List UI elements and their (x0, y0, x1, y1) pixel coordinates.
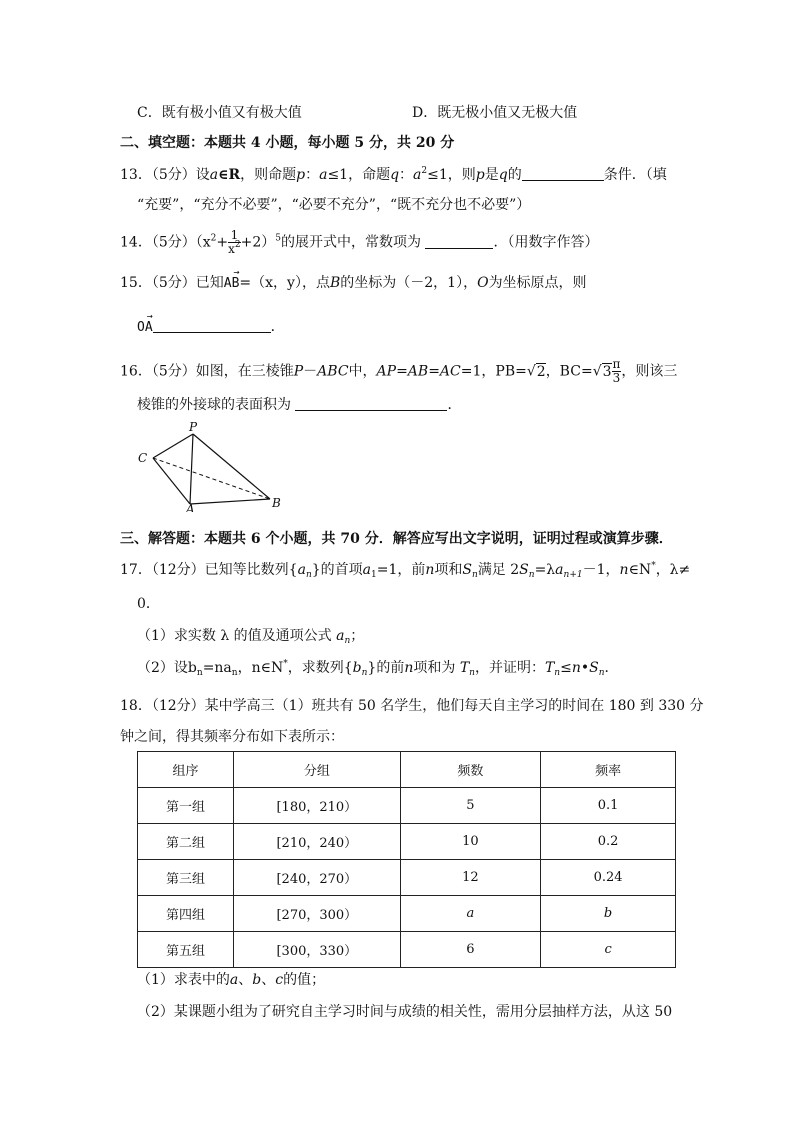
q15-line1: 15．（5分）已知→ AB=（x，y），点B的坐标为（－2，1），O为坐标原点，则 (120, 274, 587, 293)
q18-number: 18． (120, 698, 152, 714)
q12-option-c: C．既有极小值又有极大值 (137, 105, 302, 121)
q18-part1: （1）求表中的a、b、c的值； (137, 972, 326, 988)
table-cell: a (400, 896, 541, 932)
pyramid-figure (130, 420, 290, 512)
q15-answer-blank[interactable] (153, 318, 271, 333)
q13-score: （5分） (151, 167, 196, 183)
q18-part2: （2）某课题小组为了研究自主学习时间与成绩的相关性，需用分层抽样方法，从这 50 (137, 1004, 673, 1020)
table-header: 频数 (400, 752, 541, 788)
section-answer-title: 三、解答题：本题共 6 个小题，共 70 分．解答应写出文字说明，证明过程或演算步骤． (120, 531, 673, 547)
table-cell: 第二组 (138, 824, 234, 860)
q14-line: 14．（5分）（$x^2+$ $\frac{1}{x^2}$ +2）$^5$的展开式中，常数项为 ．（用数字作答） (120, 228, 599, 256)
table-cell: [210，240） (234, 824, 401, 860)
vertex-label-a: A (186, 502, 195, 512)
vertex-label-c: C (138, 451, 148, 465)
q17-number: 17． (120, 562, 152, 578)
q14-answer-blank[interactable] (425, 234, 493, 249)
table-cell: 0.2 (541, 824, 676, 860)
table-cell: 0.24 (541, 860, 676, 896)
table-cell: [180，210） (234, 788, 401, 824)
vertex-label-b: B (272, 496, 281, 510)
table-cell: b (541, 896, 676, 932)
table-cell: [270，300） (234, 896, 401, 932)
q17-line1: 17．（12分）已知等比数列$\{a_n\}$的首项$a_1=1$，前n项和$S_n$满足 $2S_n=\lambda a_{n+1}-1$，n∈N*，λ≠ (120, 561, 691, 580)
q13-line2: “充要”，“充分不必要”，“必要不充分”，“既不充分也不必要”） (137, 197, 531, 213)
q18-line2: 钟之间，得其频率分布如下表所示： (120, 729, 344, 745)
q15-line2: → OA ． (137, 318, 285, 337)
q13-number: 13． (120, 167, 152, 183)
q17-line2: 0． (137, 596, 160, 612)
table-cell: 6 (400, 932, 541, 968)
q14-number: 14． (120, 234, 152, 251)
table-cell: 第四组 (138, 896, 234, 932)
q18-line1: 18．（12分）某中学高三（1）班共有 50 名学生，他们每天自主学习的时间在 180 到 330 分 (120, 698, 704, 714)
edge-pa (190, 434, 193, 504)
table-cell: [300，330） (234, 932, 401, 968)
q13-line1: 13．（5分）设a∈R，则命题p：a≤1，命题q：$a^2\le 1$，则p是q的 条件．（填 (120, 166, 667, 183)
q17-part1: （1）求实数 λ 的值及通项公式 $a_n$； (137, 628, 365, 646)
q12-option-d: D．既无极小值又无极大值 (412, 105, 578, 121)
table-cell: 12 (400, 860, 541, 896)
section-fill-blank-title: 二、填空题：本题共 4 小题，每小题 5 分，共 20 分 (120, 135, 455, 151)
q16-answer-blank[interactable] (295, 396, 447, 411)
table-header: 组序 (138, 752, 234, 788)
vector-ab: → AB (224, 275, 240, 293)
frequency-table (137, 751, 676, 968)
q13-answer-blank[interactable] (522, 166, 604, 181)
table-row (138, 788, 676, 824)
q16-fraction: $\frac{\pi}{3}$ (612, 357, 621, 385)
q17-part2: （2）设$b_n=na_n$，n∈N*，求数列$\{b_n\}$的前n项和为 $T_n$，并证明：$T_n\le n•S_n$． (137, 659, 619, 678)
table-header: 分组 (234, 752, 401, 788)
table-row (138, 860, 676, 896)
table-cell: 第五组 (138, 932, 234, 968)
table-cell: 10 (400, 824, 541, 860)
table-cell: [240，270） (234, 860, 401, 896)
table-cell: 5 (400, 788, 541, 824)
q16-line1: 16．（5分）如图，在三棱锥P－ABC中，AP=AB=AC=1，PB=√2，BC=√3 $\frac{\pi}{3}$ ，则该三 (120, 357, 678, 385)
table-cell: c (541, 932, 676, 968)
q16-number: 16． (120, 363, 152, 380)
edge-pc (153, 434, 193, 458)
edge-ca (153, 458, 190, 504)
q16-line2: 棱锥的外接球的表面积为 ． (137, 397, 462, 413)
q15-number: 15． (120, 275, 152, 291)
table-row (138, 896, 676, 932)
edge-cb-hidden (153, 458, 270, 499)
edge-pb (193, 434, 270, 499)
table-header: 频率 (541, 752, 676, 788)
table-header-row (138, 752, 676, 788)
vertex-label-p: P (189, 420, 198, 434)
table-cell: 0.1 (541, 788, 676, 824)
edge-ab (190, 499, 270, 504)
q14-fraction: $\frac{1}{x^2}$ (228, 228, 241, 256)
table-cell: 第三组 (138, 860, 234, 896)
table-cell: 第一组 (138, 788, 234, 824)
table-row (138, 932, 676, 968)
vector-oa: → OA (137, 319, 153, 337)
table-row (138, 824, 676, 860)
